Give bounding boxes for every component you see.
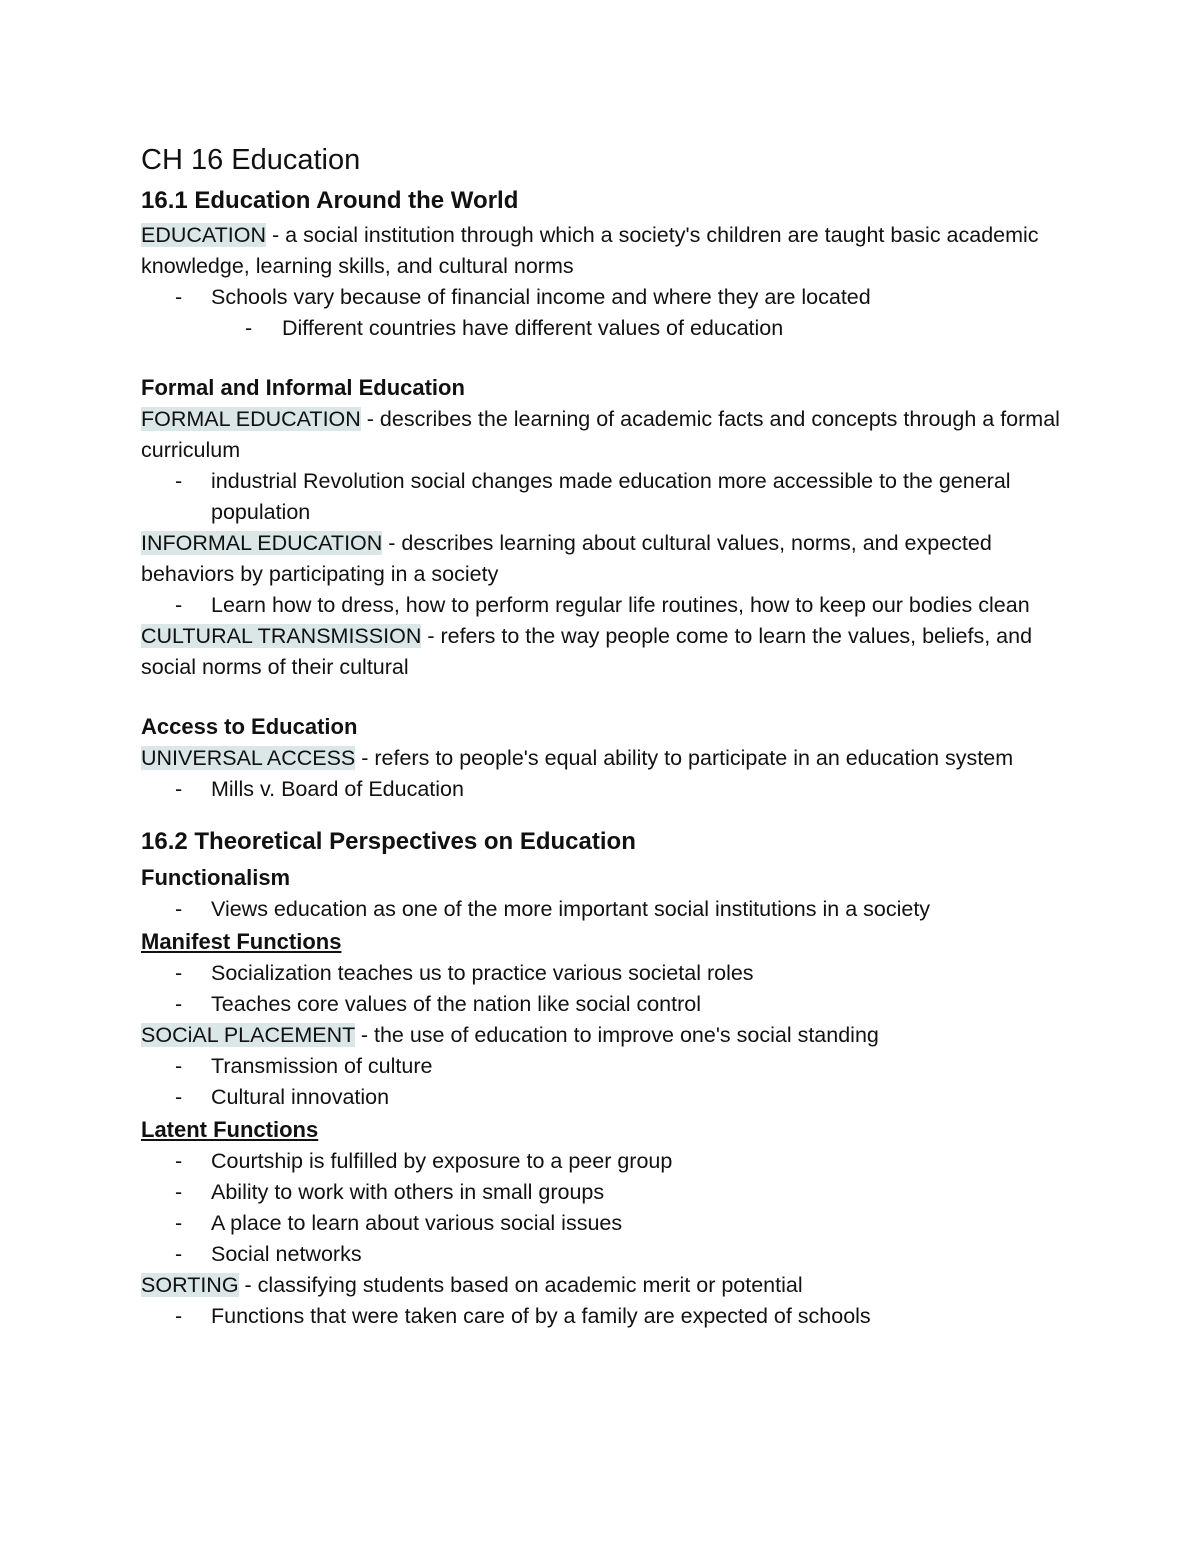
bullet-dash: - <box>175 1242 183 1266</box>
bullet-item <box>141 1301 1066 1332</box>
bullet-dash: - <box>175 1149 183 1173</box>
definition-text: - describes learning about cultural values, norms, and expected behaviors by participating in a society <box>141 531 992 586</box>
subheading-access: Access to Education <box>141 714 358 739</box>
bullet-dash: - <box>175 961 183 985</box>
term-social-placement: SOCiAL PLACEMENT <box>141 1023 355 1047</box>
definition-text: - describes the learning of academic facts and concepts through a formal curriculum <box>141 407 1060 462</box>
bullet-dash: - <box>175 777 183 801</box>
definition-text: - classifying students based on academic merit or potential <box>238 1273 803 1297</box>
bullet-item <box>141 1208 1066 1239</box>
subheading-formal-informal: Formal and Informal Education <box>141 375 465 400</box>
bullet-text: Learn how to dress, how to perform regular life routines, how to keep our bodies clean <box>211 593 1030 617</box>
bullet-text: Functions that were taken care of by a family are expected of schools <box>211 1304 871 1328</box>
term-sorting: SORTING <box>141 1273 239 1297</box>
definition-text: - a social institution through which a society's children are taught basic academic knowledge, learning skills, and cultural norms <box>141 223 1039 278</box>
bullet-text: Views education as one of the more important social institutions in a society <box>211 897 931 921</box>
definition-universal-access <box>141 743 1066 774</box>
bullet-item <box>141 282 1066 313</box>
bullet-item <box>141 1082 1066 1113</box>
bullet-text: Transmission of culture <box>211 1054 433 1078</box>
definition-formal-education <box>141 404 1066 466</box>
definition-cultural-transmission <box>141 621 1066 683</box>
bullet-text: Mills v. Board of Education <box>211 777 464 801</box>
term-education: EDUCATION <box>141 223 267 247</box>
bullet-item <box>141 1239 1066 1270</box>
bullet-dash: - <box>175 285 183 309</box>
bullet-text: Ability to work with others in small groups <box>211 1180 605 1204</box>
bullet-text: Different countries have different values of education <box>282 316 784 340</box>
section-heading-16-1: 16.1 Education Around the World <box>141 187 519 214</box>
bullet-item <box>141 894 1066 925</box>
document-title: CH 16 Education <box>141 144 361 176</box>
subheading-functionalism: Functionalism <box>141 865 291 890</box>
bullet-dash: - <box>175 992 183 1016</box>
definition-social-placement <box>141 1020 1066 1051</box>
bullet-dash: - <box>175 469 183 493</box>
bullet-text: Schools vary because of financial income and where they are located <box>211 285 871 309</box>
bullet-item <box>141 590 1066 621</box>
bullet-text: industrial Revolution social changes made education more accessible to the general population <box>211 469 1011 524</box>
subheading-latent-functions: Latent Functions <box>141 1117 319 1142</box>
term-universal-access: UNIVERSAL ACCESS <box>141 746 356 770</box>
bullet-item <box>141 1051 1066 1082</box>
bullet-item <box>141 958 1066 989</box>
definition-text: - refers to people's equal ability to participate in an education system <box>355 746 1014 770</box>
bullet-item <box>141 466 1066 528</box>
bullet-dash: - <box>175 897 183 921</box>
term-cultural-transmission: CULTURAL TRANSMISSION <box>141 624 422 648</box>
bullet-item <box>141 989 1066 1020</box>
bullet-text: Social networks <box>211 1242 362 1266</box>
sub-bullet-item <box>141 313 1066 344</box>
term-formal-education: FORMAL EDUCATION <box>141 407 361 431</box>
bullet-dash: - <box>175 593 183 617</box>
bullet-text: Courtship is fulfilled by exposure to a peer group <box>211 1149 673 1173</box>
bullet-text: Cultural innovation <box>211 1085 390 1109</box>
bullet-dash: - <box>175 1085 183 1109</box>
bullet-item <box>141 1146 1066 1177</box>
definition-informal-education <box>141 528 1066 590</box>
section-heading-16-2: 16.2 Theoretical Perspectives on Education <box>141 828 636 855</box>
bullet-dash: - <box>245 316 253 340</box>
definition-text: - the use of education to improve one's social standing <box>354 1023 879 1047</box>
subheading-manifest-functions: Manifest Functions <box>141 929 342 954</box>
bullet-dash: - <box>175 1054 183 1078</box>
bullet-item <box>141 774 1066 805</box>
bullet-dash: - <box>175 1211 183 1235</box>
bullet-dash: - <box>175 1304 183 1328</box>
document-page <box>141 138 1066 1332</box>
definition-text: - refers to the way people come to learn the values, beliefs, and social norms of their cultural <box>141 624 1033 679</box>
term-informal-education: INFORMAL EDUCATION <box>141 531 383 555</box>
bullet-text: Socialization teaches us to practice various societal roles <box>211 961 754 985</box>
definition-sorting <box>141 1270 1066 1301</box>
bullet-text: Teaches core values of the nation like social control <box>211 992 701 1016</box>
definition-education <box>141 220 1066 282</box>
bullet-dash: - <box>175 1180 183 1204</box>
bullet-item <box>141 1177 1066 1208</box>
bullet-text: A place to learn about various social issues <box>211 1211 623 1235</box>
